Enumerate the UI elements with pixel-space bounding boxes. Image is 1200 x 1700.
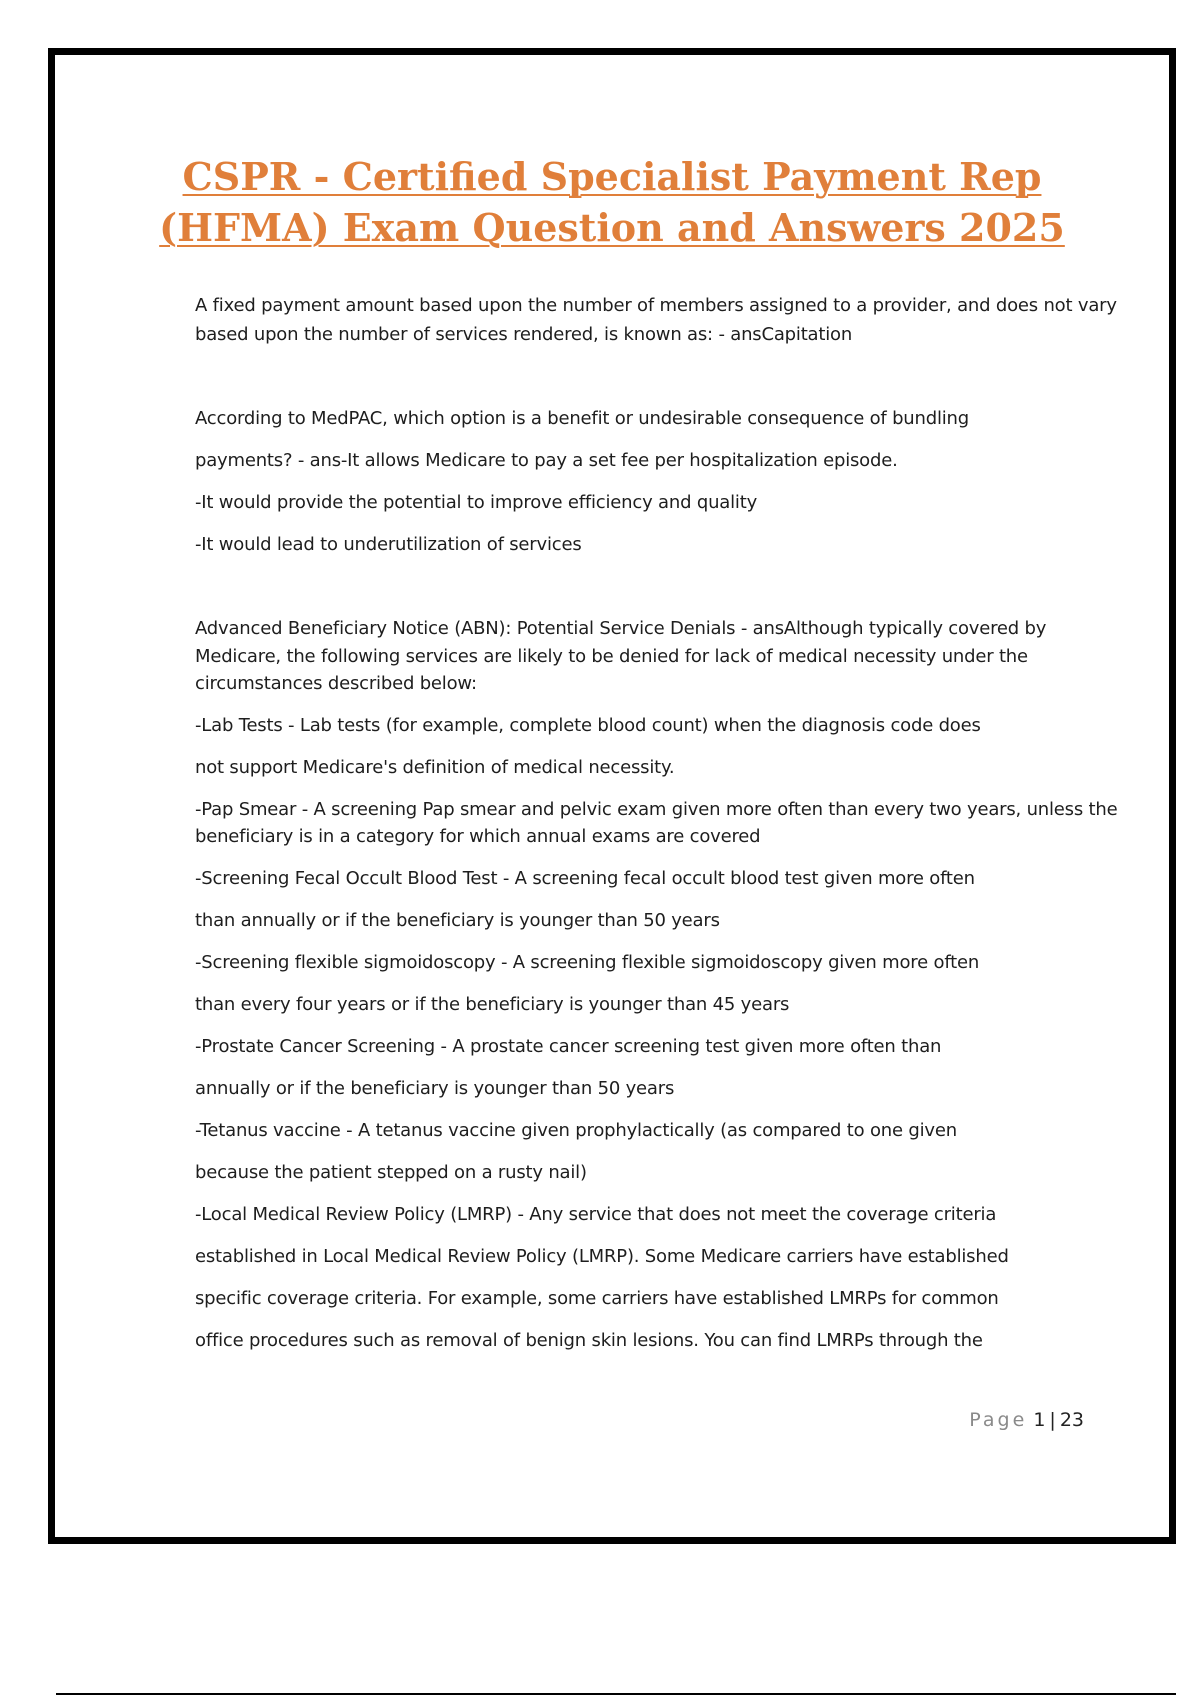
body-line: -Screening flexible sigmoidoscopy - A screening flexible sigmoidoscopy given more often [195, 952, 980, 973]
page-label: Page [969, 1409, 1028, 1431]
body-line: not support Medicare's definition of medical necessity. [195, 757, 675, 778]
current-page: 1 [1033, 1409, 1046, 1431]
body-line: based upon the number of services rendered, is known as: - ansCapitation [195, 324, 853, 345]
page-frame [48, 48, 1176, 1544]
body-line: -Lab Tests - Lab tests (for example, complete blood count) when the diagnosis code does [195, 715, 981, 736]
bottom-divider [56, 1693, 1176, 1695]
body-line: Medicare, the following services are likely to be denied for lack of medical necessity under the [195, 646, 1028, 667]
body-line: -Local Medical Review Policy (LMRP) - Any service that does not meet the coverage criteria [195, 1204, 997, 1225]
page-separator: | [1049, 1409, 1056, 1431]
body-line: -Prostate Cancer Screening - A prostate cancer screening test given more often than [195, 1036, 942, 1057]
body-line: circumstances described below: [195, 673, 477, 694]
body-line: beneficiary is in a category for which annual exams are covered [195, 826, 761, 847]
page-number [969, 1409, 1084, 1431]
body-line: because the patient stepped on a rusty nail) [195, 1162, 587, 1183]
body-line: than annually or if the beneficiary is younger than 50 years [195, 910, 720, 931]
body-line: than every four years or if the beneficiary is younger than 45 years [195, 994, 790, 1015]
body-line: -Tetanus vaccine - A tetanus vaccine given prophylactically (as compared to one given [195, 1120, 957, 1141]
body-line: specific coverage criteria. For example, some carriers have established LMRPs for common [195, 1288, 999, 1309]
body-line: -It would lead to underutilization of services [195, 534, 582, 555]
body-line: annually or if the beneficiary is younger than 50 years [195, 1078, 675, 1099]
body-line: -It would provide the potential to improve efficiency and quality [195, 492, 758, 513]
body-line: -Pap Smear - A screening Pap smear and pelvic exam given more often than every two years, unless the [195, 799, 1118, 820]
title-line-1: CSPR - Certified Specialist Payment Rep [182, 154, 1042, 199]
title-line-2: (HFMA) Exam Question and Answers 2025 [159, 205, 1065, 250]
document-title [55, 151, 1169, 253]
body-line: payments? - ans-It allows Medicare to pay a set fee per hospitalization episode. [195, 450, 898, 471]
body-line: -Screening Fecal Occult Blood Test - A screening fecal occult blood test given more often [195, 868, 975, 889]
body-line: According to MedPAC, which option is a benefit or undesirable consequence of bundling [195, 408, 969, 429]
body-line: A fixed payment amount based upon the number of members assigned to a provider, and does not vary [195, 295, 1117, 316]
total-pages: 23 [1059, 1409, 1084, 1431]
body-line: office procedures such as removal of benign skin lesions. You can find LMRPs through the [195, 1330, 983, 1351]
body-line: Advanced Beneficiary Notice (ABN): Potential Service Denials - ansAlthough typically covered by [195, 618, 1047, 639]
body-line: established in Local Medical Review Policy (LMRP). Some Medicare carriers have established [195, 1246, 1009, 1267]
